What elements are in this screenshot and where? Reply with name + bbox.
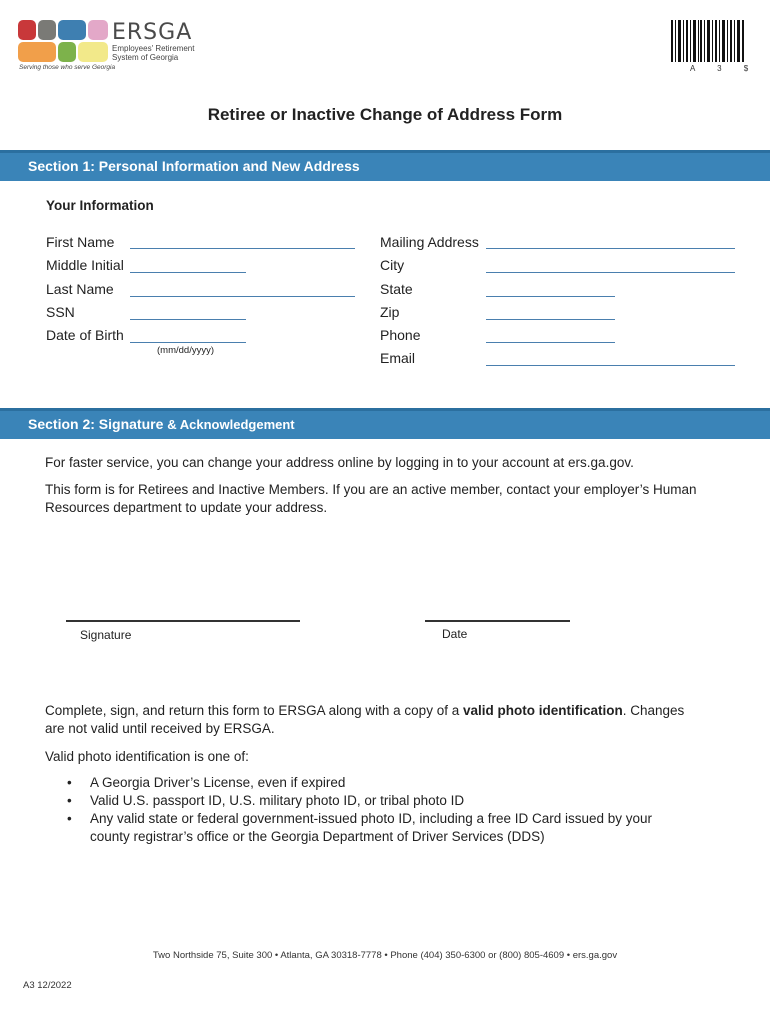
logo-subtitle-line2: System of Georgia [112,53,179,62]
list-item [45,774,725,792]
section1-header [0,150,770,181]
dob-label: Date of Birth [46,327,124,343]
return-instructions-line1 [45,702,684,720]
logo-subtitle [112,44,194,62]
logo-block-yellow [78,42,108,62]
logo-name: ERSGA [112,20,193,45]
eligibility-note [45,481,697,517]
online-service-note: For faster service, you can change your address online by logging in to your account at ers.ga.gov. [45,455,634,470]
zip-field[interactable] [486,319,615,320]
bullet-icon: • [67,775,72,790]
signature-label: Signature [80,628,132,642]
first-name-label: First Name [46,234,115,250]
ssn-field[interactable] [130,319,246,320]
section1-heading: Section 1: Personal Information and New Address [28,158,360,174]
middle-initial-field[interactable] [130,272,246,273]
dob-format-hint: (mm/dd/yyyy) [157,345,214,356]
logo-block-blue [58,20,86,40]
city-field[interactable] [486,272,735,273]
date-label: Date [442,627,468,641]
bullet-icon: • [67,793,72,808]
logo-block-red [18,20,36,40]
section2-heading-rest: & Acknowledgement [167,417,295,432]
phone-label: Phone [380,327,421,343]
middle-initial-label: Middle Initial [46,257,124,273]
phone-field[interactable] [486,342,615,343]
mailing-address-field[interactable] [486,248,735,249]
list-item [45,792,725,810]
barcode-text: A 3 $ [690,64,759,73]
first-name-field[interactable] [130,248,355,249]
logo-subtitle-line1: Employees' Retirement [112,44,195,53]
valid-id-intro: Valid photo identification is one of: [45,749,249,764]
list-item-text: Any valid state or federal government-issued photo ID, including a free ID Card issued by your county registrar’s office or the Georgia Department of Driver Services (DDS) [90,811,653,844]
your-information-heading: Your Information [46,198,154,213]
state-field[interactable] [486,296,615,297]
last-name-label: Last Name [46,281,114,297]
section2-header [0,408,770,439]
logo-block-orange [18,42,56,62]
list-item [45,810,725,846]
last-name-field[interactable] [130,296,355,297]
valid-photo-id-emphasis: valid photo identification [462,703,623,718]
logo-block-green [58,42,76,62]
valid-id-list [45,774,725,846]
ssn-label: SSN [46,304,75,320]
section2-heading-main: Section 2: Signature [28,416,164,432]
eligibility-note-line1: This form is for Retirees and Inactive Members. If you are an active member, contact your employer’s Human [45,482,697,497]
barcode-icon [671,20,745,66]
date-field[interactable] [425,620,570,622]
logo-block-gray [38,20,56,40]
state-label: State [380,281,413,297]
bullet-icon: • [67,811,72,826]
zip-label: Zip [380,304,400,320]
dob-field[interactable] [130,342,246,343]
eligibility-note-line2: Resources department to update your address. [45,500,328,515]
return-instructions [45,702,684,738]
return-instructions-text-a: Complete, sign, and return this form to ERSGA along with a copy of a [45,703,463,718]
footer-contact: Two Northside 75, Suite 300 • Atlanta, GA 30318-7778 • Phone (404) 350-6300 or (800) 805-4609 • ers.ga.gov [152,950,618,961]
form-code: A3 12/2022 [23,980,72,991]
list-item-text: Valid U.S. passport ID, U.S. military photo ID, or tribal photo ID [90,793,465,808]
page-title: Retiree or Inactive Change of Address Form [207,105,563,124]
return-instructions-text-b: . Changes [622,703,685,718]
city-label: City [380,257,405,273]
return-instructions-line2: are not valid until received by ERSGA. [45,721,275,736]
logo-tagline: Serving those who serve Georgia [19,64,116,71]
email-field[interactable] [486,365,735,366]
section2-heading [28,416,295,432]
email-label: Email [380,350,416,366]
logo-block-pink [88,20,108,40]
list-item-text: A Georgia Driver’s License, even if expired [90,775,346,790]
signature-field[interactable] [66,620,300,622]
mailing-address-label: Mailing Address [380,234,479,250]
